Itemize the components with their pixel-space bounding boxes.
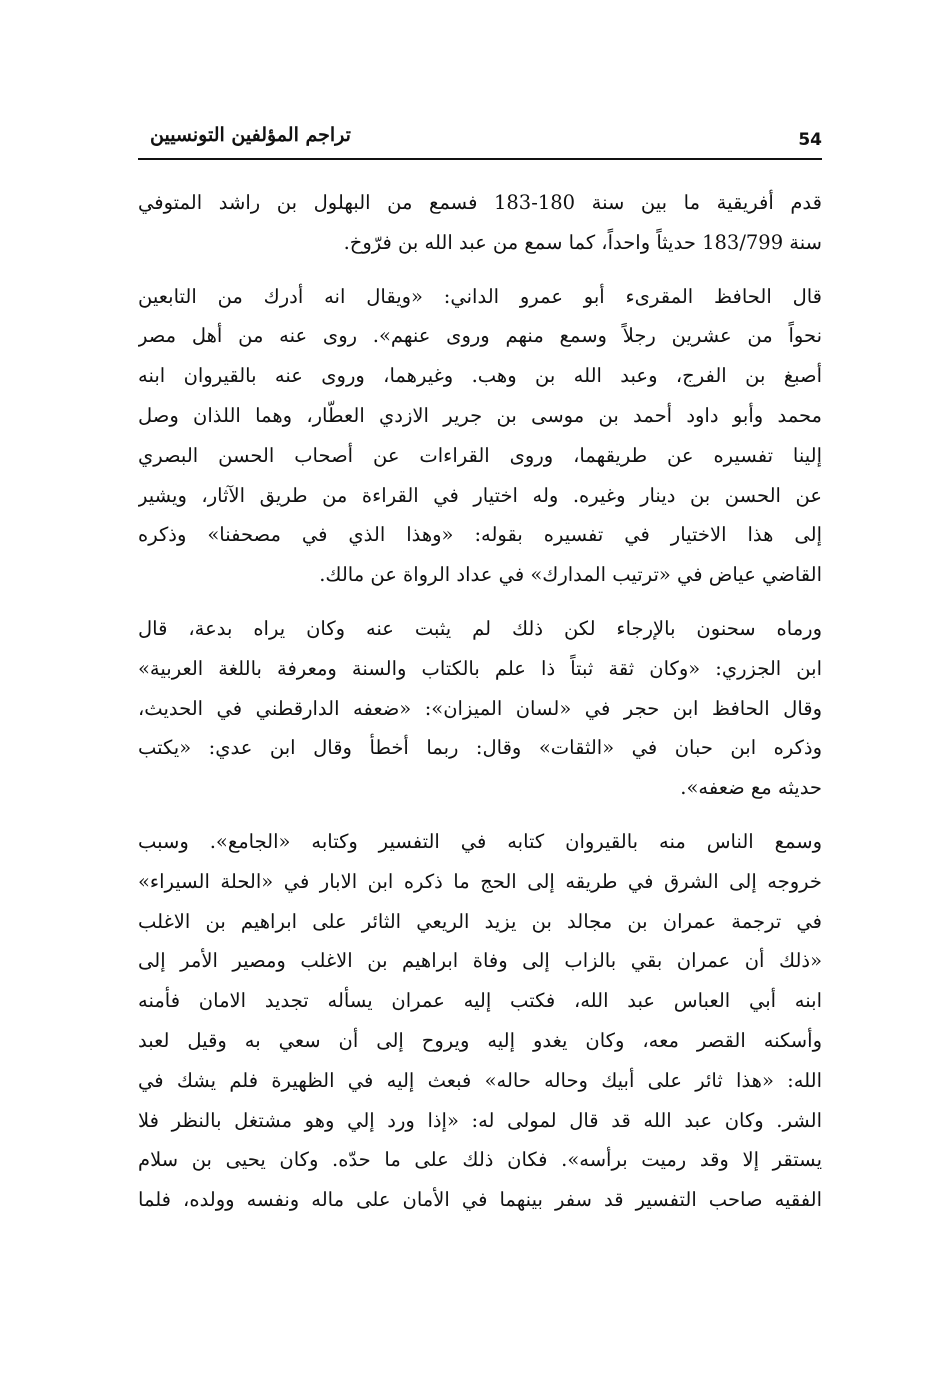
text-line: قال الحافظ المقرىء أبو عمرو الداني: «ويقال انه أدرك من التابعين — [138, 284, 822, 308]
text-line: «ذلك أن عمران بقي بالزاب إلى وفاة ابراهيم بن الاغلب ومصير الأمر إلى — [138, 949, 822, 973]
text-line: إلى هذا الاختيار في تفسيره بقوله: «وهذا الذي في مصحفنا» وذكره — [138, 523, 822, 547]
text-line: الله: «هذا ثائر على أبيك وحاله حاله» فبعث إليه في الظهيرة فلم يشك في — [138, 1068, 822, 1092]
text-line: إلينا تفسيره عن طريقهما، وروى القراءات عن أصحاب الحسن البصري — [138, 443, 822, 467]
paragraph-3 — [138, 609, 822, 808]
header-rule — [138, 158, 822, 160]
text-line: عن الحسن بن دينار وغيره. وله اختيار في القراءة من طريق الآثار، ويشير — [138, 483, 822, 507]
text-line: يستقر إلا وقد رميت برأسه». فكان ذلك على ما حدّه. وكان يحيى بن سلام — [138, 1148, 822, 1172]
text-line: ابن الجزري: «وكان ثقة ثبتاً ذا علم بالكتاب والسنة ومعرفة باللغة العربية» — [138, 656, 822, 680]
text-line: ابنه أبي العباس عبد الله، فكتب إليه عمران يسأله تجديد الامان فأمنه — [138, 989, 822, 1013]
text-line: وقال الحافظ ابن حجر في «لسان الميزان»: «ضعفه الدارقطني في الحديث، — [138, 696, 822, 720]
text-line: نحواً من عشرين رجلاً وسمع منهم وروى عنهم». روى عنه من أهل مصر — [138, 324, 822, 348]
page-number: 54 — [798, 130, 822, 150]
text-line: وسمع الناس منه بالقيروان كتابه في التفسير وكتابه «الجامع». وسبب — [138, 829, 822, 853]
text-line: وذكره ابن حبان في «الثقات» وقال: ربما أخطأ وقال ابن عدي: «يكتب — [138, 736, 822, 760]
text-line: خروجه إلى الشرق في طريقه إلى الحج ما ذكره ابن الابار في «الحلة السيراء» — [138, 869, 822, 893]
text-line: الشر. وكان عبد الله قد قال لمولى له: «إذا ورد إلي وهو مشتغل بالنظر فلا — [138, 1108, 822, 1132]
text-line: وأسكنه القصر معه، وكان يغدو إليه ويروح إلى أن سعي به وقيل لعبد — [138, 1028, 822, 1052]
text-line: حديثه مع ضعفه». — [680, 776, 822, 800]
paragraph-2 — [138, 277, 822, 595]
text-line: ورماه سحنون بالإرجاء لكن ذلك لم يثبت عنه وكان يراه بدعة، قال — [138, 616, 822, 640]
paragraph-4 — [138, 822, 822, 1220]
text-line: محمد وأبو داود أحمد بن موسى بن جرير الازدي العطّار، وهما اللذان وصل — [138, 403, 822, 427]
running-title: تراجم المؤلفين التونسيين — [150, 124, 351, 146]
text-line: سنة 183/799 حديثاً واحداً، كما سمع من عبد الله بن فرّوخ. — [343, 230, 822, 254]
text-line: القاضي عياض في «ترتيب المدارك» في عداد الرواة عن مالك. — [319, 563, 822, 587]
text-line: قدم أفريقية ما بين سنة 180-183 فسمع من البهلول بن راشد المتوفي — [138, 191, 822, 214]
paragraph-1 — [138, 183, 822, 263]
body-text — [138, 183, 822, 1220]
page-header — [138, 118, 822, 158]
text-line: الفقيه صاحب التفسير قد سفر بينهما في الأمان على ماله ونفسه وولده، فلما — [138, 1188, 822, 1212]
text-line: في ترجمة عمران بن مجالد بن يزيد الريعي الثائر على ابراهيم بن الاغلب — [138, 909, 822, 933]
text-line: أصبغ بن الفرج، وعبد الله بن وهب. وغيرهما، وروى عنه بالقيروان ابنه — [138, 364, 822, 388]
